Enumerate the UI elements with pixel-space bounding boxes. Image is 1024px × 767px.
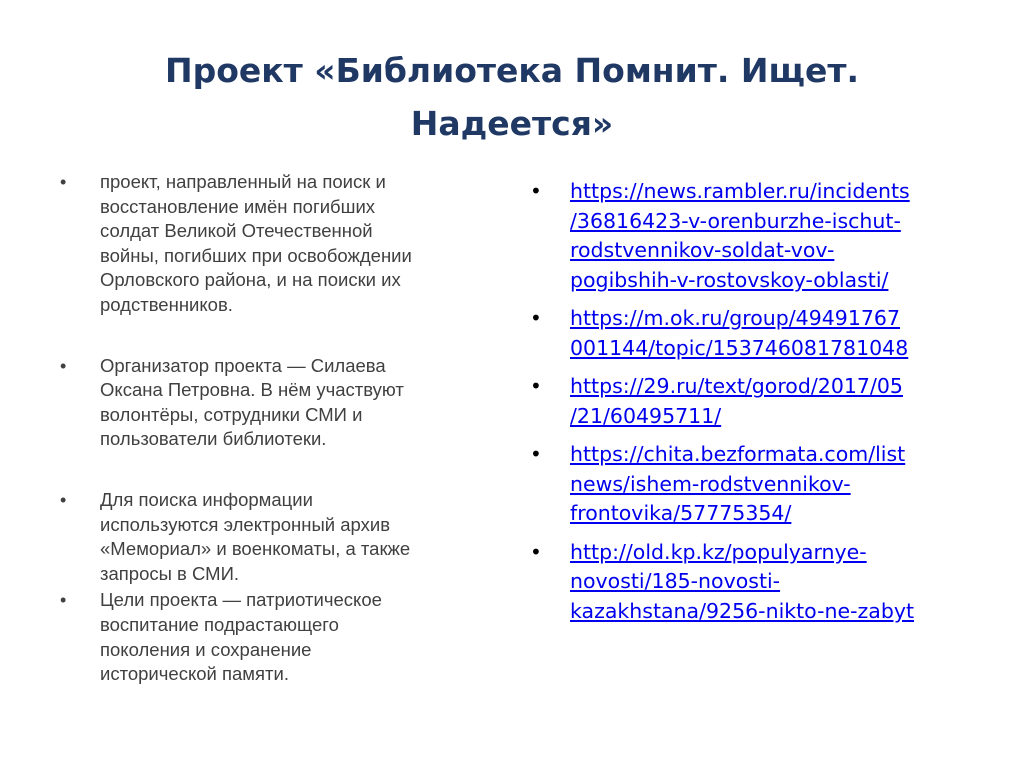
text-line: Цели проекта — патриотическое xyxy=(100,589,382,611)
bullet-icon: • xyxy=(530,179,542,203)
text-line: запросы в СМИ. xyxy=(100,562,240,584)
description-list xyxy=(60,170,490,687)
title-line: Надеется» xyxy=(410,104,614,143)
link-bezformata[interactable] xyxy=(570,440,970,529)
link-line[interactable]: https://news.rambler.ru/incidents xyxy=(570,179,910,203)
text-line: «Мемориал» и военкоматы, а также xyxy=(100,538,411,560)
text-line: воспитание подрастающего xyxy=(100,613,339,635)
text-line: солдат Великой Отечественной xyxy=(100,220,373,242)
link-ok[interactable] xyxy=(570,304,970,363)
title-line: Проект «Библиотека Помнит. Ищет. xyxy=(164,51,860,90)
link-line[interactable]: kazakhstana/9256-nikto-ne-zabyt xyxy=(570,598,914,623)
link-line[interactable]: /36816423-v-orenburzhe-ischut- xyxy=(570,208,901,233)
text-line: пользователи библиотеки. xyxy=(100,428,327,450)
links-list xyxy=(530,177,970,635)
link-item-29ru xyxy=(530,372,970,431)
link-item-rambler xyxy=(530,177,970,295)
text-line: проект, направленный на поиск и xyxy=(100,171,386,192)
text-line: Организатор проекта — Силаева xyxy=(100,354,386,376)
link-item-ok xyxy=(530,304,970,363)
link-line[interactable]: rodstvennikov-soldat-vov- xyxy=(570,238,835,262)
link-line[interactable]: frontovika/57775354/ xyxy=(570,501,792,525)
link-29ru[interactable] xyxy=(570,372,970,431)
text-line: Для поиска информации xyxy=(100,488,313,510)
text-line: восстановление имён погибших xyxy=(100,195,376,217)
link-line[interactable]: news/ishem-rodstvennikov- xyxy=(570,471,851,496)
bullet-icon: • xyxy=(60,355,67,376)
link-item-kpkz xyxy=(530,538,970,627)
link-line[interactable]: novosti/185-novosti- xyxy=(570,569,781,593)
text-line: исторической памяти. xyxy=(100,663,289,685)
link-line[interactable]: pogibshih-v-rostovskoy-oblasti/ xyxy=(570,267,889,292)
description-item-organizer xyxy=(60,354,490,452)
link-line[interactable]: /21/60495711/ xyxy=(570,403,722,428)
text-line: волонтёры, сотрудники СМИ и xyxy=(100,403,363,425)
text-line: войны, погибших при освобождении xyxy=(100,244,412,266)
bullet-icon: • xyxy=(530,442,542,466)
text-line: используются электронный архив xyxy=(100,513,391,535)
link-line[interactable]: https://chita.bezformata.com/list xyxy=(570,442,906,466)
link-line[interactable]: 001144/topic/153746081781048 xyxy=(570,335,909,360)
link-rambler[interactable] xyxy=(570,177,970,295)
bullet-icon: • xyxy=(60,590,67,611)
bullet-icon: • xyxy=(60,489,67,510)
link-item-bezformata xyxy=(530,440,970,529)
text-line: родственников. xyxy=(100,293,233,315)
link-line[interactable]: https://29.ru/text/gorod/2017/05 xyxy=(570,374,903,398)
link-line[interactable]: http://old.kp.kz/populyarnye- xyxy=(570,539,867,564)
text-line: Орловского района, и на поиски их xyxy=(100,269,401,291)
text-line: Оксана Петровна. В нём участвуют xyxy=(100,379,404,401)
description-item-sources xyxy=(60,488,490,586)
bullet-icon: • xyxy=(530,539,542,564)
slide-title xyxy=(100,44,924,150)
bullet-icon: • xyxy=(530,306,542,330)
description-item-purpose xyxy=(60,170,490,318)
bullet-icon: • xyxy=(530,374,542,398)
bullet-icon: • xyxy=(60,172,67,192)
text-line: поколения и сохранение xyxy=(100,638,312,660)
description-item-goals xyxy=(60,588,490,686)
link-kpkz[interactable] xyxy=(570,538,970,627)
link-line[interactable]: https://m.ok.ru/group/49491767 xyxy=(570,306,901,330)
